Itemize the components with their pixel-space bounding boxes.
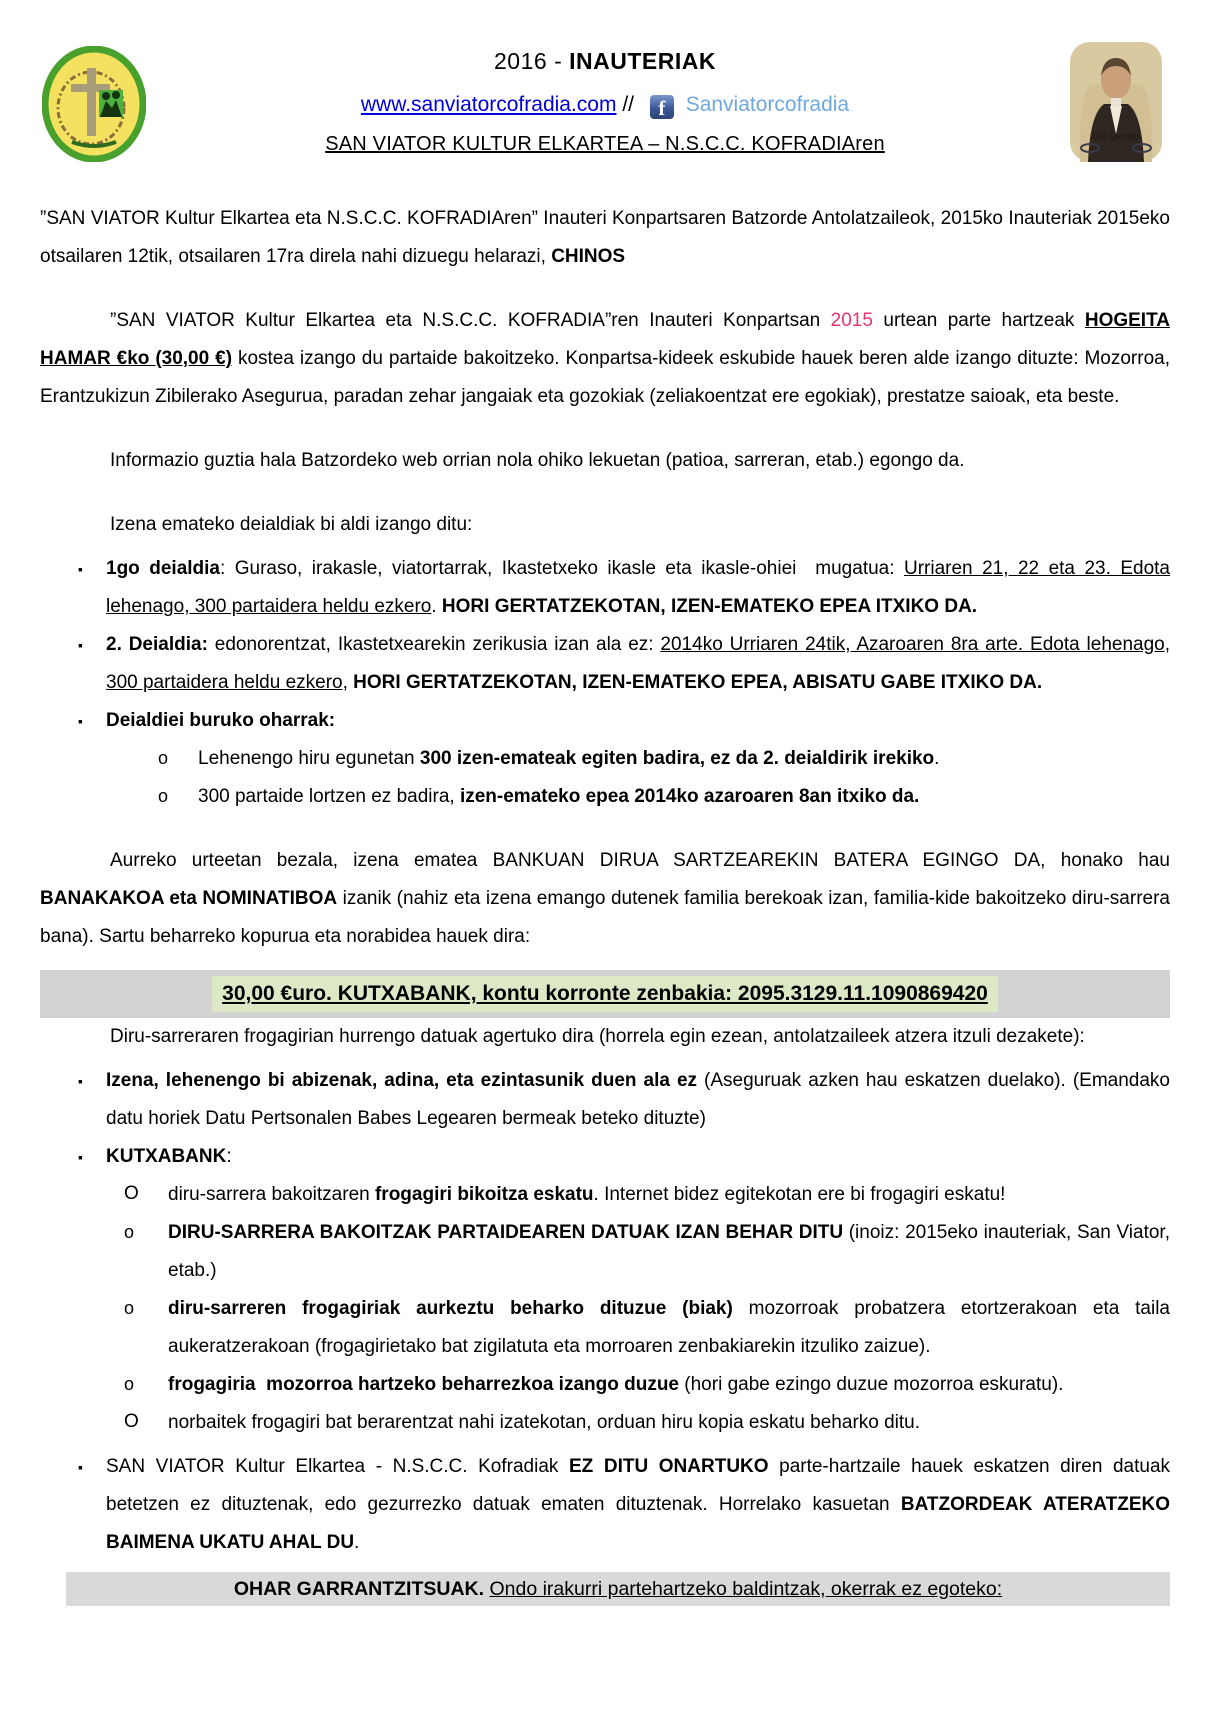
page-title: [160, 48, 1050, 75]
cost-paragraph: ”SAN VIATOR Kultur Elkartea eta N.S.C.C. KOFRADIA”ren Inauteri Konpartsan 2015 urtean parte hartzeak HOGEITA HAMAR €ko (30,00 €) kostea izango du partaide bakoitzeko. Konpartsa-kideek eskubide hauek beren alde izango dituzte: Mozorroa, Erantzukizun Zibilerako Asegurua, paradan zehar jangaiak eta gozokiak (zeliakoentzat ere egokiak), prestatze saioak, eta beste.: [40, 310, 1170, 407]
kutxabank-sublist: [40, 1176, 1170, 1442]
title-word: INAUTERIAK: [569, 48, 716, 74]
document-header: [40, 40, 1170, 192]
list-item-three-copies: O norbaitek frogagiri bat berarentzat nahi izatekotan, orduan hiru kopia eskatu beharko ditu.: [40, 1404, 1170, 1442]
bank-paragraph: Aurreko urteetan bezala, izena ematea BANKUAN DIRUA SARTZEAREKIN BATERA EGINGO DA, honako hau BANAKAKOA eta NOMINATIBOA izanik (nahiz eta izena emango dutenek familia berekoak izan, familia-kide bakoitzeko diru-sarrera bana). Sartu beharreko kopurua eta norabidea hauek dira:: [40, 850, 1170, 947]
header-title-block: [160, 40, 1050, 156]
cofradia-logo-graphic: [42, 46, 146, 162]
title-year: 2016 -: [494, 48, 570, 74]
important-notes-text: OHAR GARRANTZITSUAK. Ondo irakurri partehartzeko baldintzak, okerrak ez egoteko:: [233, 1578, 1003, 1600]
list-item-note-1: o Lehenengo hiru egunetan 300 izen-emateak egiten badira, ez da 2. deialdirik irekiko.: [40, 740, 1170, 778]
document-body: [40, 200, 1170, 1606]
svg-text:Luis Querbes: Luis Querbes: [1091, 131, 1141, 141]
list-item-receipt-required: o frogagiria mozorroa hartzeko beharrezkoa izango duzue (hori gabe ezingo duzue mozorroa eskuratu).: [40, 1366, 1170, 1404]
document-subtitle: SAN VIATOR KULTUR ELKARTEA – N.S.C.C. KOFRADIAren: [325, 133, 885, 155]
list-item-second-call: ▪ 2. Deialdia: edonorentzat, Ikastetxearekin zerikusia izan ala ez: 2014ko Urriaren 24tik, Azaroaren 8ra arte. Edota lehenago, 300 partaidera heldu ezkero, HORI GERTATZEKOTAN, IZEN-EMATEKO EPEA, ABISATU GABE ITXIKO DA.: [40, 626, 1170, 702]
website-link[interactable]: www.sanviatorcofradia.com: [360, 93, 617, 116]
list-item-note-2: o 300 partaide lortzen ez badira, izen-emateko epea 2014ko azaroaren 8an itxiko da.: [40, 778, 1170, 816]
list-item-call-notes: ▪ Deialdiei buruko oharrak:: [40, 702, 1170, 740]
list-item-kutxabank: ▪ KUTXABANK:: [40, 1138, 1170, 1176]
link-separator: //: [622, 93, 634, 116]
list-item-present-receipts: o diru-sarreren frogagiriak aurkeztu beharko dituzue (biak) mozorroak probatzera etortzerakoan eta taila aukeratzerakoan (frogagirietako bat zigilatuta eta morroaren zenbakiarekin itzuliko zaizue).: [40, 1290, 1170, 1366]
calls-intro-paragraph: Izena emateko deialdiak bi aldi izango ditu:: [110, 514, 473, 535]
list-item-first-call: ▪ 1go deialdia: Guraso, irakasle, viatortarrak, Ikastetxeko ikasle eta ikasle-ohiei mugatua: Urriaren 21, 22 eta 23. Edota lehenago, 300 partaidera heldu ezkero. HORI GERTATZEKOTAN, IZEN-EMATEKO EPEA ITXIKO DA.: [40, 550, 1170, 626]
bank-account-band: [40, 970, 1170, 1018]
important-notes-bar: [66, 1572, 1170, 1606]
portrait-graphic: [1070, 42, 1162, 162]
call-notes-sublist: [40, 740, 1170, 816]
bank-account-number: 30,00 €uro. KUTXABANK, kontu korronte zenbakia: 2095.3129.11.1090869420: [212, 976, 998, 1012]
links-row: [160, 93, 1050, 119]
founder-portrait: [1070, 42, 1162, 162]
intro-paragraph: ”SAN VIATOR Kultur Elkartea eta N.S.C.C. KOFRADIAren” Inauteri Konpartsaren Batzorde Antolatzaileok, 2015ko Inauteriak 2015eko otsailaren 12tik, otsailaren 17ra direla nahi dizuegu helarazi, CHINOS: [40, 208, 1170, 267]
info-paragraph: Informazio guztia hala Batzordeko web orrian nola ohiko lekuetan (patioa, sarreran, etab.) egongo da.: [110, 450, 965, 471]
list-item-personal-data: ▪ Izena, lehenengo bi abizenak, adina, eta ezintasunik duen ala ez (Aseguruak azken hau eskatzen duelako). (Emandako datu horiek Datu Pertsonalen Babes Legearen bermeak beteko dituzte): [40, 1062, 1170, 1138]
list-item-double-receipt: O diru-sarrera bakoitzaren frogagiri bikoitza eskatu. Internet bidez egitekotan ere bi frogagiri eskatu!: [40, 1176, 1170, 1214]
rejection-list: [40, 1448, 1170, 1562]
list-item-participant-data: o DIRU-SARRERA BAKOITZAK PARTAIDEAREN DATUAK IZAN BEHAR DITU (inoiz: 2015eko inauteriak, San Viator, etab.): [40, 1214, 1170, 1290]
receipt-paragraph: Diru-sarreraren frogagirian hurrengo datuak agertuko dira (horrela egin ezean, antolatzaileek atzera itzuli dezakete):: [110, 1026, 1085, 1047]
cofradia-logo-icon: [42, 46, 146, 162]
list-item-rejection: ▪ SAN VIATOR Kultur Elkartea - N.S.C.C. Kofradiak EZ DITU ONARTUKO parte-hartzaile hauek eskatzen diren datuak betetzen ez dituztenak, edo gezurrezko datuak ematen dituztenak. Horrelako kasuetan BATZORDEAK ATERATZEKO BAIMENA UKATU AHAL DU.: [40, 1448, 1170, 1562]
requirements-list: [40, 1062, 1170, 1176]
calls-list: [40, 550, 1170, 740]
facebook-page-link[interactable]: Sanviatorcofradia: [685, 93, 850, 116]
facebook-icon[interactable]: f: [650, 95, 674, 119]
